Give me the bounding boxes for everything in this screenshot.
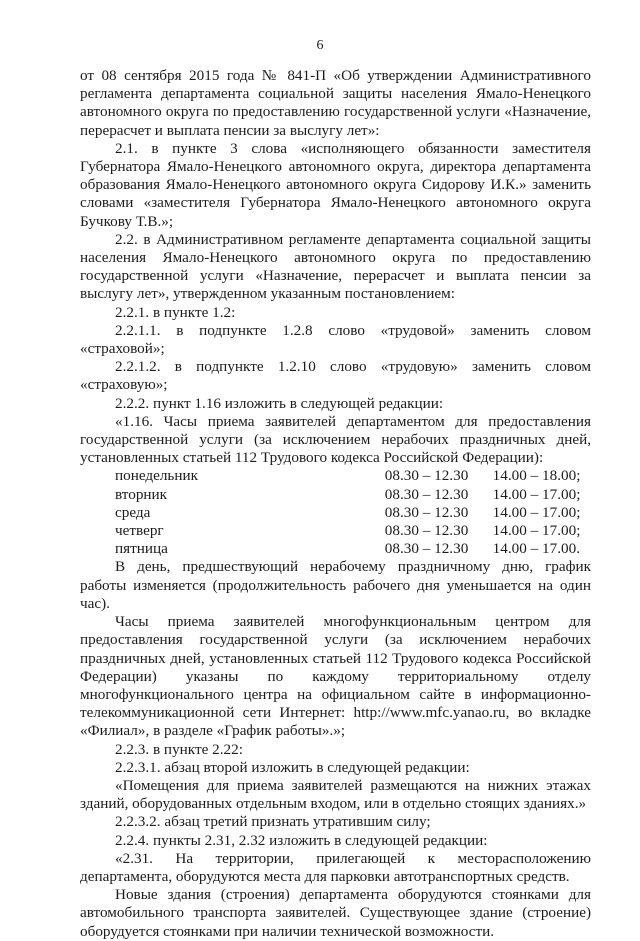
paragraph-1-16: «1.16. Часы приема заявителей департаментом для предоставления государственной услуги (за исключением нерабочих праздничных дней, установленных статьей 112 Трудового кодекса Российской Федерации): (80, 412, 591, 467)
schedule-day: понедельник (115, 467, 198, 485)
schedule-afternoon: 14.00 – 17.00; (492, 503, 581, 521)
schedule-afternoon: 14.00 – 17.00; (492, 485, 581, 503)
paragraph-2-2-3: 2.2.3. в пункте 2.22: (115, 740, 243, 758)
paragraph-2-2-1: 2.2.1. в пункте 1.2: (115, 303, 236, 321)
paragraph-2-1: 2.1. в пункте 3 слова «исполняющего обязанности заместителя Губернатора Ямало-Ненецкого автономного округа, директора департамента образования Ямало-Ненецкого автономного округа Сидорову И.К.» заменить словами «заместителя Губернатора Ямало-Ненецкого автономного округа Бучкову Т.В.»; (80, 139, 591, 230)
table-row (80, 522, 591, 540)
paragraph-intro: от 08 сентября 2015 года № 841-П «Об утверждении Административного регламента департамента социальной защиты населения Ямало-Ненецкого автономного округа по предоставлению государственной услуги «Назначение, перерасчет и выплата пенсии за выслугу лет»: (80, 67, 591, 139)
schedule-afternoon: 14.00 – 17.00. (492, 540, 580, 558)
schedule-day: пятница (115, 540, 168, 558)
paragraph-2-2: 2.2. в Административном регламенте департамента социальной защиты населения Ямало-Ненецкого автономного округа по предоставлению государственной услуги «Назначение, перерасчет и выплата пенсии за выслугу лет», утвержденном указанным постановлением: (80, 230, 591, 303)
table-row (80, 486, 591, 504)
schedule-day: среда (115, 503, 151, 521)
schedule-day: четверг (115, 522, 164, 540)
paragraph-2-31: «2.31. На территории, прилегающей к месторасположению департамента, оборудуются места для парковки автотранспортных средств. (80, 849, 591, 885)
schedule-day: вторник (115, 485, 168, 503)
paragraph-preholiday: В день, предшествующий нерабочему праздничному дню, график работы изменяется (продолжительность рабочего дня уменьшается на один час). (80, 558, 591, 612)
page-number: 6 (316, 38, 324, 53)
paragraph-2-2-2: 2.2.2. пункт 1.16 изложить в следующей редакции: (115, 394, 444, 412)
schedule-morning: 08.30 – 12.30 (384, 503, 469, 521)
paragraph-parking: Новые здания (строения) департамента оборудуются стоянками для автомобильного транспорта заявителей. Существующее здание (строение) оборудуется стоянками при наличии технической возможности. (80, 886, 591, 940)
table-row (80, 540, 591, 558)
paragraph-premises: «Помещения для приема заявителей размещаются на нижних этажах зданий, оборудованных отдельным входом, или в отдельно стоящих зданиях.» (80, 776, 591, 813)
schedule-morning: 08.30 – 12.30 (384, 540, 469, 558)
schedule-afternoon: 14.00 – 17.00; (492, 522, 581, 540)
table-row (80, 504, 591, 522)
table-row (80, 467, 591, 485)
paragraph-2-2-1-2: 2.2.1.2. в подпункте 1.2.10 слово «трудовую» заменить словом «страховую»; (80, 358, 591, 394)
schedule-morning: 08.30 – 12.30 (384, 467, 469, 485)
paragraph-2-2-4: 2.2.4. пункты 2.31, 2.32 изложить в следующей редакции: (115, 831, 488, 849)
paragraph-mfc-hours: Часы приема заявителей многофункциональным центром для предоставления государственной услуги (за исключением нерабочих праздничных дней, установленных статьей 112 Трудового кодекса Российской Федерации) указаны по каждому территориальному отделу многофункционального центра на официальном сайте в информационно-телекоммуникационной сети Интернет: http://www.mfc.yanao.ru, во вкладке «Филиал», в разделе «График работы».»; (80, 613, 591, 740)
schedule-morning: 08.30 – 12.30 (384, 522, 469, 540)
paragraph-2-2-1-1: 2.2.1.1. в подпункте 1.2.8 слово «трудовой» заменить словом «страховой»; (80, 321, 591, 358)
paragraph-2-2-3-2: 2.2.3.2. абзац третий признать утратившим силу; (115, 813, 431, 831)
paragraph-2-2-3-1: 2.2.3.1. абзац второй изложить в следующей редакции: (115, 758, 470, 776)
schedule-morning: 08.30 – 12.30 (384, 485, 469, 503)
schedule-afternoon: 14.00 – 18.00; (492, 467, 581, 485)
schedule-table (80, 467, 591, 558)
document-body (80, 67, 591, 941)
